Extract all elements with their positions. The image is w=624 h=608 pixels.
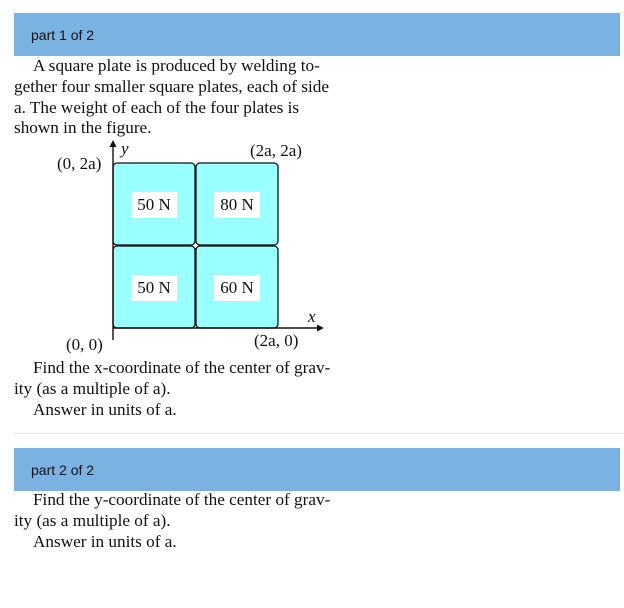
- corner-label-top-right: (2a, 2a): [250, 141, 302, 160]
- part-divider: [14, 433, 624, 434]
- question-line: Find the y-coordinate of the center of grav-: [33, 490, 331, 509]
- plate-weight-bottom-left: 50 N: [137, 278, 171, 297]
- problem-line: A square plate is produced by welding to-: [33, 56, 320, 75]
- corner-label-bottom-left: (0, 0): [66, 335, 103, 354]
- problem-line: shown in the figure.: [14, 118, 152, 138]
- question-line: Find the x-coordinate of the center of grav-: [33, 358, 331, 377]
- y-axis-arrowhead: [110, 140, 117, 147]
- part-2-header-label: part 2 of 2: [31, 461, 95, 478]
- question-line: ity (as a multiple of a).: [14, 510, 171, 530]
- part-1-header-label: part 1 of 2: [31, 26, 95, 43]
- part-2-question: [14, 490, 374, 552]
- y-axis-label: y: [121, 139, 129, 158]
- plate-weight-top-left: 50 N: [137, 195, 171, 214]
- part-2-header: [14, 448, 620, 491]
- x-axis-label: x: [308, 307, 316, 326]
- corner-label-bottom-right: (2a, 0): [254, 331, 299, 350]
- problem-line: gether four smaller square plates, each of side: [14, 76, 329, 96]
- question-line: Answer in units of a.: [33, 399, 177, 419]
- plate-weight-bottom-right: 60 N: [220, 278, 254, 297]
- question-line: ity (as a multiple of a).: [14, 378, 171, 398]
- part-1-question: [14, 358, 374, 420]
- question-line: Answer in units of a.: [33, 531, 177, 551]
- plate-weight-top-right: 80 N: [220, 195, 254, 214]
- x-axis-arrowhead: [317, 325, 324, 332]
- problem-line: a. The weight of each of the four plates is: [14, 97, 300, 117]
- corner-label-top-left: (0, 2a): [57, 154, 102, 173]
